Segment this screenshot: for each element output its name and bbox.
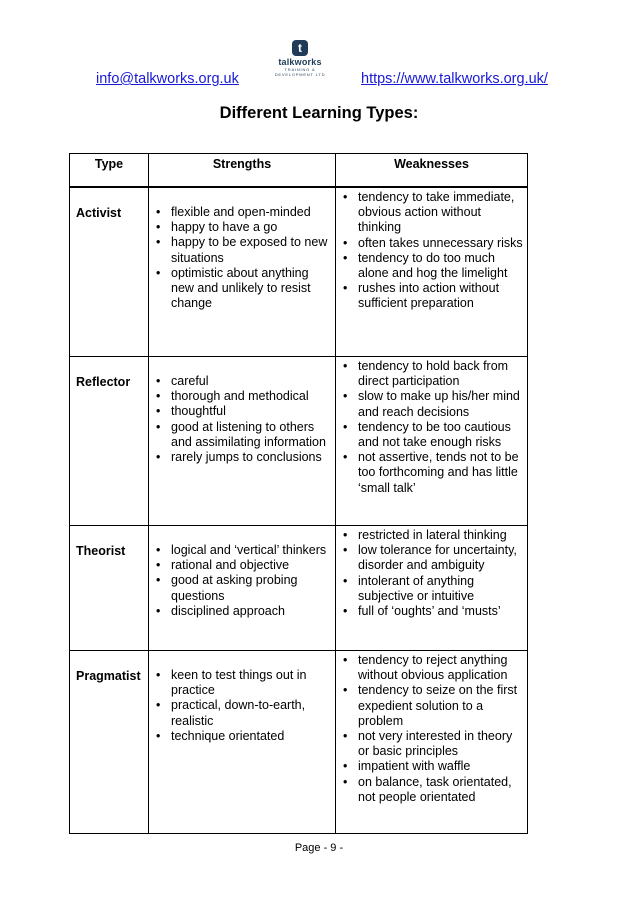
list-item: • restricted in lateral thinking xyxy=(342,528,523,543)
list-item: • impatient with waffle xyxy=(342,759,523,774)
list-item: • tendency to hold back from direct participation xyxy=(342,359,523,389)
type-cell: Theorist xyxy=(70,526,149,651)
list-item: • tendency to be too cautious and not take enough risks xyxy=(342,420,523,450)
talkworks-logo xyxy=(268,40,332,84)
list-item: • keen to test things out in practice xyxy=(155,668,331,698)
logo-subtitle-2: DEVELOPMENT LTD xyxy=(274,72,326,77)
list-item: • on balance, task orientated, not people orientated xyxy=(342,775,523,805)
logo-mark-icon: t xyxy=(292,40,308,56)
list-item: • careful xyxy=(155,374,331,389)
table-row xyxy=(70,187,528,357)
list-item: • happy to have a go xyxy=(155,220,331,235)
table-row xyxy=(70,526,528,651)
weaknesses-cell xyxy=(336,187,528,357)
weaknesses-cell xyxy=(336,526,528,651)
logo-subtitle-1: TRAINING & xyxy=(284,67,316,72)
logo-name: talkworks xyxy=(278,57,322,67)
list-item: • disciplined approach xyxy=(155,604,331,619)
email-link[interactable]: info@talkworks.org.uk xyxy=(96,71,239,87)
list-item: • low tolerance for uncertainty, disorder and ambiguity xyxy=(342,543,523,573)
column-header-type: Type xyxy=(70,154,149,188)
list-item: • practical, down-to-earth, realistic xyxy=(155,698,331,728)
table-row xyxy=(70,357,528,526)
list-item: • not very interested in theory or basic principles xyxy=(342,729,523,759)
strengths-cell xyxy=(149,651,336,834)
list-item: • rushes into action without sufficient preparation xyxy=(342,281,523,311)
page-number: Page - 9 - xyxy=(294,842,344,854)
weaknesses-cell xyxy=(336,651,528,834)
strengths-cell xyxy=(149,357,336,526)
list-item: • tendency to take immediate, obvious action without thinking xyxy=(342,190,523,236)
list-item: • tendency to seize on the first expedient solution to a problem xyxy=(342,683,523,729)
list-item: • often takes unnecessary risks xyxy=(342,236,523,251)
list-item: • full of ‘oughts’ and ‘musts’ xyxy=(342,604,523,619)
list-item: • optimistic about anything new and unlikely to resist change xyxy=(155,266,331,312)
column-header-weaknesses: Weaknesses xyxy=(336,154,528,188)
strengths-cell xyxy=(149,526,336,651)
list-item: • slow to make up his/her mind and reach decisions xyxy=(342,389,523,419)
list-item: • rational and objective xyxy=(155,558,331,573)
table-row xyxy=(70,651,528,834)
table-header-row xyxy=(70,154,528,188)
type-cell: Activist xyxy=(70,187,149,357)
website-link[interactable]: https://www.talkworks.org.uk/ xyxy=(361,71,548,87)
list-item: • flexible and open-minded xyxy=(155,205,331,220)
list-item: • thoughtful xyxy=(155,404,331,419)
type-cell: Pragmatist xyxy=(70,651,149,834)
list-item: • good at listening to others and assimilating information xyxy=(155,420,331,450)
list-item: • not assertive, tends not to be too forthcoming and has little ‘small talk’ xyxy=(342,450,523,496)
list-item: • technique orientated xyxy=(155,729,331,744)
page-header xyxy=(0,0,638,100)
type-cell: Reflector xyxy=(70,357,149,526)
learning-types-table xyxy=(69,153,528,834)
list-item: • logical and ‘vertical’ thinkers xyxy=(155,543,331,558)
strengths-cell xyxy=(149,187,336,357)
list-item: • tendency to do too much alone and hog the limelight xyxy=(342,251,523,281)
list-item: • tendency to reject anything without obvious application xyxy=(342,653,523,683)
column-header-strengths: Strengths xyxy=(149,154,336,188)
list-item: • happy to be exposed to new situations xyxy=(155,235,331,265)
page-title: Different Learning Types: xyxy=(219,104,419,122)
list-item: • intolerant of anything subjective or intuitive xyxy=(342,574,523,604)
weaknesses-cell xyxy=(336,357,528,526)
list-item: • thorough and methodical xyxy=(155,389,331,404)
list-item: • rarely jumps to conclusions xyxy=(155,450,331,465)
list-item: • good at asking probing questions xyxy=(155,573,331,603)
